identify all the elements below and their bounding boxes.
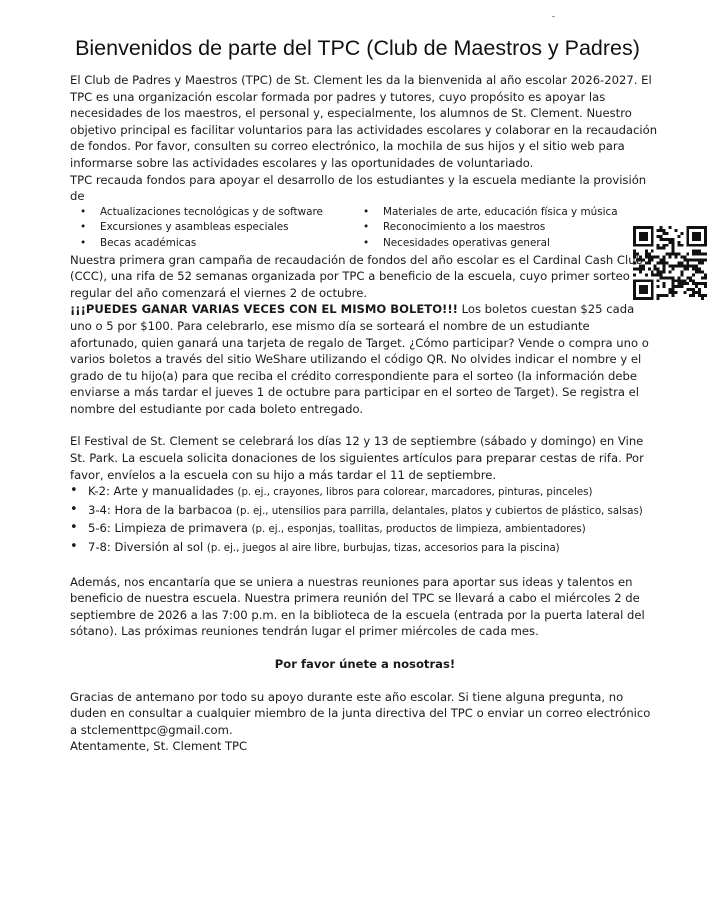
provision-item: • Reconocimiento a los maestros	[363, 220, 663, 236]
meetings-paragraph: Además, nos encantaría que se uniera a nuestras reuniones para aportar sus ideas y talentos en beneficio de nuestra escuela. Nuestra primera reunión del TPC se llevará a cabo el miércoles 2 de septiembre de 2026 a las 7:00 p.m. en la biblioteca de la escuela (entrada por la puerta lateral del sótano). Las próximas reuniones tendrán lugar el primer miércoles de cada mes.	[70, 574, 645, 639]
page-title: Bienvenidos de parte del TPC (Club de Maestros y Padres)	[75, 36, 640, 60]
signoff: Atentamente, St. Clement TPC	[70, 739, 248, 754]
thanks-paragraph: Gracias de antemano por todo su apoyo durante este año escolar. Si tiene alguna pregunta, no duden en consultar a cualquier miembro de la junta directiva del TPC o enviar un correo electrónico a stclementtpc@gmail.com.	[70, 689, 651, 737]
festival-grade: 3-4: Hora de la barbacoa	[88, 502, 233, 517]
festival-list	[70, 483, 660, 557]
festival-detail: (p. ej., esponjas, toallitas, productos de limpieza, ambientadores)	[251, 524, 586, 536]
provision-item: • Materiales de arte, educación física y música	[363, 205, 663, 221]
provision-item: • Actualizaciones tecnológicas y de software	[80, 205, 363, 221]
raffle-text-1: Nuestra primera gran campaña de recaudación de fondos del año escolar es el Cardinal Cash Club (CCC), una rifa de 52 semanas organizada por TPC a beneficio de la escuela, cuyo primer sorteo regular del año comenzará el viernes 2 de octubre.	[70, 252, 643, 300]
festival-item	[70, 483, 660, 502]
scan-mark	[552, 16, 555, 17]
raffle-text-2: Los boletos cuestan $25 cada uno o 5 por $100. Para celebrarlo, ese mismo día se sorteará el nombre de un estudiante afortunado, quien ganará una tarjeta de regalo de Target. ¿Cómo participar? Vende o compra uno o varios boletos a través del sitio WeShare utilizando el código QR. No olvides indicar el nombre y el grado de tu hijo(a) para que reciba el crédito correspondiente para el sorteo (la información debe enviarse a más tardar el jueves 1 de octubre para participar en el sorteo de Target). Se registra el nombre del estudiante por cada boleto entregado.	[70, 302, 649, 416]
provision-item: • Becas académicas	[80, 236, 363, 252]
raffle-paragraph	[70, 252, 660, 418]
join-heading: Por favor únete a nosotras!	[274, 657, 456, 671]
provision-item: • Excursiones y asambleas especiales	[80, 220, 363, 236]
letter-body	[70, 72, 660, 755]
provision-list	[80, 205, 660, 252]
festival-item	[70, 520, 660, 539]
raffle-shout: ¡¡¡PUEDES GANAR VARIAS VECES CON EL MISMO BOLETO!!!	[70, 302, 458, 317]
festival-detail: (p. ej., juegos al aire libre, burbujas, tizas, accesorios para la piscina)	[206, 543, 560, 555]
festival-grade: 7-8: Diversión al sol	[88, 540, 204, 555]
festival-item	[70, 539, 660, 558]
intro-paragraph: El Club de Padres y Maestros (TPC) de St. Clement les da la bienvenida al año escolar 2026-2027. El TPC es una organización escolar formada por padres y tutores, cuyo propósito es apoyar las necesidades de los maestros, el personal y, especialmente, los alumnos de St. Clement. Nuestro objetivo principal es facilitar voluntarios para las actividades escolares y colaborar en la recaudación de fondos. Por favor, consulten su correo electrónico, la mochila de sus hijos y el sitio web para informarse sobre las actividades escolares y las oportunidades de voluntariado.	[70, 73, 658, 170]
festival-grade: 5-6: Limpieza de primavera	[88, 521, 248, 536]
festival-detail: (p. ej., utensilios para parrilla, delantales, platos y cubiertos de plástico, salsas)	[236, 505, 643, 517]
festival-grade: K-2: Arte y manualidades	[88, 484, 234, 499]
festival-detail: (p. ej., crayones, libros para colorear, marcadores, pinturas, pinceles)	[237, 487, 593, 499]
festival-item	[70, 502, 660, 521]
festival-paragraph: El Festival de St. Clement se celebrará los días 12 y 13 de septiembre (sábado y domingo) en Vine St. Park. La escuela solicita donaciones de los siguientes artículos para preparar cestas de rifa. Por favor, envíelos a la escuela con su hijo a más tardar el 11 de septiembre.	[70, 434, 644, 482]
fundraise-intro: TPC recauda fondos para apoyar el desarrollo de los estudiantes y la escuela mediante la provisión de	[70, 172, 647, 204]
provision-item: • Necesidades operativas general	[363, 236, 663, 252]
